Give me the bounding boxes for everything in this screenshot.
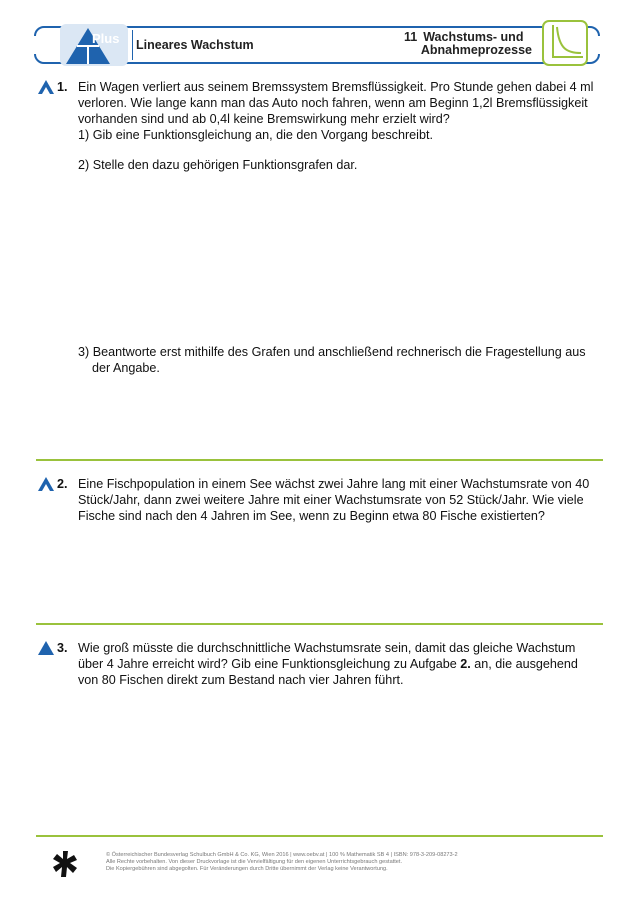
chapter-title-line2: Abnahmeprozesse xyxy=(420,43,532,57)
difficulty-triangle-icon xyxy=(38,641,54,655)
subtask-1: 1) Gib eine Funktionsgleichung an, die den Vorgang beschreibt. xyxy=(78,128,433,142)
task-text-line: von 80 Fischen direkt zum Bestand nach vier Jahren führt. xyxy=(78,673,404,687)
section-divider xyxy=(36,623,603,625)
footer-line: © Österreichischer Bundesverlag Schulbuch GmbH & Co. KG, Wien 2016 | www.oebv.at | 100 % Mathematik SB 4 | ISBN: 978-3-209-08273-2 xyxy=(106,852,458,858)
growth-graph-icon xyxy=(541,19,589,67)
copyright-notice xyxy=(106,852,606,873)
footer-line: Alle Rechte vorbehalten. Von dieser Druckvorlage ist die Vervielfältigung für den eigenen Unterrichtsgebrauch gestattet. xyxy=(106,859,403,865)
chapter-title-line1: Wachstums- und xyxy=(423,30,524,44)
task-text-fragment: an, die ausgehend xyxy=(470,657,578,671)
task-text-fragment: über 4 Jahre erreicht wird? Gib eine Funktionsgleichung zu Aufgabe xyxy=(78,657,461,671)
task-text-line: Ein Wagen verliert aus seinem Bremssystem Bremsflüssigkeit. Pro Stunde gehen dabei 4 ml xyxy=(78,80,594,94)
subtask-2: 2) Stelle den dazu gehörigen Funktionsgrafen dar. xyxy=(78,158,358,172)
difficulty-triangle-icon xyxy=(38,80,54,94)
task-reference: 2. xyxy=(460,657,471,671)
subtask-3-cont: der Angabe. xyxy=(92,361,160,375)
subtask-3: 3) Beantworte erst mithilfe des Grafen und anschließend rechnerisch die Fragestellung aus xyxy=(78,345,586,359)
task-number: 2. xyxy=(57,477,68,491)
header-divider xyxy=(132,30,133,60)
task-text-line: Fische sind nach den 4 Jahren im See, wenn zu Beginn etwa 80 Fische existierten? xyxy=(78,509,545,523)
task-number: 3. xyxy=(57,641,68,655)
footer-line: Die Kopiergebühren sind abgegolten. Für Veränderungen durch Dritte übernimmt der Verlag keine Verantwortung. xyxy=(106,866,388,872)
page-topic: Lineares Wachstum xyxy=(136,38,254,52)
task-number: 1. xyxy=(57,80,68,94)
task-text-line: vorhanden sind und ab 0,4l keine Bremswirkung mehr erzielt wird? xyxy=(78,112,450,126)
task-text-line: Wie groß müsste die durchschnittliche Wachstumsrate sein, damit das gleiche Wachstum xyxy=(78,641,576,655)
publisher-logo-icon xyxy=(52,850,78,878)
logo-label: Plus xyxy=(92,31,120,46)
task-text-line: Stück/Jahr, dann zwei weitere Jahre mit einer Wachstumsrate von 52 Stück/Jahr. Wie viele xyxy=(78,493,584,507)
task-text-line xyxy=(78,656,608,672)
chapter-title xyxy=(404,31,534,57)
task-text-line: Eine Fischpopulation in einem See wächst zwei Jahre lang mit einer Wachstumsrate von 40 xyxy=(78,477,590,491)
difficulty-triangle-icon xyxy=(38,477,54,491)
task-text-line: verloren. Wie lange kann man das Auto noch fahren, wenn am Beginn 1,2l Bremsflüssigkeit xyxy=(78,96,588,110)
section-divider xyxy=(36,835,603,837)
section-divider xyxy=(36,459,603,461)
chapter-number: 11 xyxy=(404,30,418,44)
